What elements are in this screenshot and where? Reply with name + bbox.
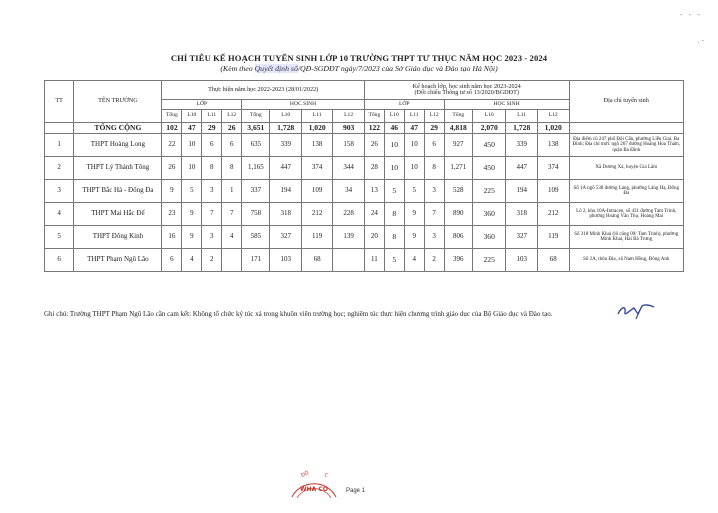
value-cell: 447 [270, 157, 301, 180]
col-header: L12 [537, 110, 569, 123]
value-cell: 318 [506, 203, 537, 226]
total-cell: 122 [364, 123, 384, 134]
value-cell: 10 [404, 157, 424, 180]
subtitle-date: /7/2023 của Sở Giáo dục và Đào tạo Hà Nội) [355, 64, 498, 73]
svg-text:ĐÔ: ĐÔ [300, 470, 310, 479]
school-name: THPT Hoàng Long [74, 134, 162, 157]
value-cell: 24 [364, 203, 384, 226]
value-cell: 374 [301, 157, 332, 180]
col-header: L10 [472, 110, 506, 123]
header-hs-plan: HỌC SINH [444, 100, 569, 110]
value-cell: 22 [162, 134, 182, 157]
value-cell: 447 [506, 157, 537, 180]
header-lop-plan: LỚP [364, 100, 444, 110]
value-cell: 8 [202, 157, 222, 180]
document-subtitle [0, 64, 718, 73]
value-cell: 9 [404, 203, 424, 226]
value-cell: 8 [384, 203, 404, 226]
total-cell: 3,651 [242, 123, 270, 134]
subtitle-decision: Quyết định số [254, 64, 298, 73]
col-header: L11 [202, 110, 222, 123]
document-title: CHỈ TIÊU KẾ HOẠCH TUYỂN SINH LỚP 10 TRƯỜNG THPT TƯ THỤC NĂM HỌC 2023 - 2024 [170, 53, 548, 63]
total-cell: 29 [424, 123, 444, 134]
header-plan [364, 81, 569, 100]
value-cell: 3 [202, 180, 222, 203]
value-cell: 139 [333, 226, 365, 249]
value-cell: 6 [162, 249, 182, 272]
value-cell: 5 [404, 180, 424, 203]
value-cell: 8 [424, 157, 444, 180]
col-header: L12 [333, 110, 365, 123]
row-number: 4 [45, 203, 74, 226]
value-cell: 13 [364, 180, 384, 203]
total-cell: 903 [333, 123, 365, 134]
value-cell: 360 [472, 203, 506, 226]
col-header: L12 [424, 110, 444, 123]
row-number: 3 [45, 180, 74, 203]
school-name: THPT Lý Thánh Tông [74, 157, 162, 180]
value-cell: 528 [444, 180, 472, 203]
value-cell: 34 [333, 180, 365, 203]
col-header: Tổng [242, 110, 270, 123]
value-cell: 20 [364, 226, 384, 249]
signature-mark [616, 302, 656, 320]
header-address: Địa chỉ tuyển sinh [569, 81, 683, 123]
total-cell: 26 [222, 123, 242, 134]
header-hs-actual: HỌC SINH [242, 100, 365, 110]
value-cell: 9 [182, 226, 202, 249]
value-cell: 327 [270, 226, 301, 249]
value-cell: 11 [364, 249, 384, 272]
value-cell: 109 [537, 180, 569, 203]
value-cell: 28 [364, 157, 384, 180]
table-row [45, 203, 684, 226]
address-cell: Xã Dương Xá, huyện Gia Lâm [569, 157, 683, 180]
value-cell: 7 [424, 203, 444, 226]
row-number: 5 [45, 226, 74, 249]
total-cell: 47 [404, 123, 424, 134]
value-cell: 10 [384, 134, 404, 157]
total-cell: 4,818 [444, 123, 472, 134]
total-row [45, 123, 684, 134]
value-cell: 396 [444, 249, 472, 272]
value-cell: 1,271 [444, 157, 472, 180]
header-actual: Thực hiện năm học 2022-2023 (28/01/2022) [162, 81, 364, 100]
value-cell: 635 [242, 134, 270, 157]
value-cell: 360 [472, 226, 506, 249]
value-cell: 758 [242, 203, 270, 226]
value-cell: 7 [222, 203, 242, 226]
value-cell: 10 [182, 134, 202, 157]
value-cell: 7 [202, 203, 222, 226]
address-cell: Số 2A, thôn Đìa, xã Nam Hồng, Đông Anh [569, 249, 683, 272]
value-cell: 103 [506, 249, 537, 272]
official-stamp [288, 467, 340, 501]
value-cell: 3 [202, 226, 222, 249]
value-cell: 10 [384, 157, 404, 180]
col-header: L11 [506, 110, 537, 123]
page-label: Page 1 [346, 488, 366, 494]
total-tt-cell [45, 123, 74, 134]
value-cell: 8 [222, 157, 242, 180]
svg-text:C: C [323, 472, 329, 480]
total-address-cell [569, 123, 683, 134]
value-cell: 9 [162, 180, 182, 203]
table-row [45, 226, 684, 249]
total-cell: 46 [384, 123, 404, 134]
value-cell: 194 [506, 180, 537, 203]
value-cell: 138 [537, 134, 569, 157]
value-cell: 158 [333, 134, 365, 157]
school-name: THPT Đông Kinh [74, 226, 162, 249]
total-cell: 1,728 [506, 123, 537, 134]
total-label: TỔNG CỘNG [74, 123, 162, 134]
table-body [45, 123, 684, 272]
subtitle-separator: / [297, 64, 301, 73]
total-cell: 1,728 [270, 123, 301, 134]
col-header: L10 [270, 110, 301, 123]
col-header: Tổng [162, 110, 182, 123]
header-tt: TT [45, 81, 74, 123]
value-cell: 194 [270, 180, 301, 203]
corner-marks: - - - [680, 10, 702, 19]
address-cell: Địa điểm cũ 247 phố Đội Cấn, phường Liễu Giai, Ba Đình; Địa chỉ mới: ngõ 267 đường Hoàng Hoa Thám, quận Ba Đình [569, 134, 683, 157]
value-cell: 337 [242, 180, 270, 203]
value-cell: 1,165 [242, 157, 270, 180]
value-cell: 212 [301, 203, 332, 226]
value-cell: 3 [424, 226, 444, 249]
value-cell [222, 249, 242, 272]
col-header: L10 [384, 110, 404, 123]
side-marks: . - [697, 36, 704, 45]
value-cell: 3 [424, 180, 444, 203]
value-cell: 4 [222, 226, 242, 249]
value-cell: 228 [333, 203, 365, 226]
school-name: THPT Phạm Ngũ Lão [74, 249, 162, 272]
value-cell: 2 [202, 249, 222, 272]
value-cell: 4 [404, 249, 424, 272]
value-cell: 374 [537, 157, 569, 180]
table-row [45, 249, 684, 272]
value-cell: 318 [270, 203, 301, 226]
table-row [45, 157, 684, 180]
value-cell: 16 [162, 226, 182, 249]
table-row [45, 180, 684, 203]
value-cell: 26 [364, 134, 384, 157]
value-cell: 9 [182, 203, 202, 226]
value-cell: 119 [301, 226, 332, 249]
footnote: Ghi chú: Trường THPT Phạm Ngũ Lão cần cam kết: Không tổ chức ký túc xá trong khuôn viên trường học; nghiêm túc thực hiện chương trình giáo dục của Bộ Giáo dục và Đào tạo. [44, 310, 553, 318]
value-cell: 23 [162, 203, 182, 226]
value-cell: 2 [424, 249, 444, 272]
stamp-text: WHA CO [300, 486, 328, 493]
value-cell: 806 [444, 226, 472, 249]
value-cell: 6 [222, 134, 242, 157]
total-cell: 2,070 [472, 123, 506, 134]
value-cell: 225 [472, 249, 506, 272]
total-cell: 1,020 [537, 123, 569, 134]
table-row [45, 134, 684, 157]
value-cell: 327 [506, 226, 537, 249]
value-cell: 450 [472, 134, 506, 157]
value-cell: 171 [242, 249, 270, 272]
header-plan-title: Kế hoạch lớp, học sinh năm học 2023-2024 [412, 82, 521, 90]
value-cell: 68 [537, 249, 569, 272]
subtitle-code: QĐ-SGDĐT ngày [300, 64, 356, 73]
address-cell: Số 1A ngõ 538 đường Láng, phường Láng Hạ, Đống Đa [569, 180, 683, 203]
header-school: TÊN TRƯỜNG [74, 81, 162, 123]
value-cell: 5 [384, 180, 404, 203]
col-header: Tổng [444, 110, 472, 123]
col-header: L10 [182, 110, 202, 123]
value-cell: 10 [182, 157, 202, 180]
row-number: 2 [45, 157, 74, 180]
value-cell: 68 [301, 249, 332, 272]
total-cell: 1,020 [301, 123, 332, 134]
value-cell: 927 [444, 134, 472, 157]
address-cell: Số 318 Minh Khai (lô cũng 09/ Tam Trinh), phường Minh Khai, Hai Bà Trưng [569, 226, 683, 249]
value-cell: 119 [537, 226, 569, 249]
value-cell: 5 [384, 249, 404, 272]
value-cell [333, 249, 365, 272]
value-cell: 10 [404, 134, 424, 157]
value-cell: 450 [472, 157, 506, 180]
value-cell: 344 [333, 157, 365, 180]
value-cell: 26 [162, 157, 182, 180]
value-cell: 8 [384, 226, 404, 249]
value-cell: 212 [537, 203, 569, 226]
col-header: L11 [301, 110, 332, 123]
value-cell: 109 [301, 180, 332, 203]
value-cell: 890 [444, 203, 472, 226]
total-cell: 29 [202, 123, 222, 134]
header-plan-note: (Đối chiếu Thông tư số 13/2020/BGDĐT) [414, 89, 519, 96]
enrollment-table [44, 80, 684, 272]
col-header: Tổng [364, 110, 384, 123]
row-number: 1 [45, 134, 74, 157]
value-cell: 225 [472, 180, 506, 203]
value-cell: 1 [222, 180, 242, 203]
value-cell: 339 [270, 134, 301, 157]
value-cell: 6 [202, 134, 222, 157]
value-cell: 6 [424, 134, 444, 157]
total-cell: 47 [182, 123, 202, 134]
header-lop-actual: LỚP [162, 100, 242, 110]
address-cell: Lô 2, khu 10A-Intracen, số 431 đường Tam Trinh, phường Hoàng Văn Thụ, Hoàng Mai [569, 203, 683, 226]
value-cell: 138 [301, 134, 332, 157]
total-cell: 102 [162, 123, 182, 134]
school-name: THPT Mai Hắc Đế [74, 203, 162, 226]
col-header: L12 [222, 110, 242, 123]
value-cell: 339 [506, 134, 537, 157]
row-number: 6 [45, 249, 74, 272]
school-name: THPT Bắc Hà - Đống Đa [74, 180, 162, 203]
value-cell: 5 [182, 180, 202, 203]
value-cell: 9 [404, 226, 424, 249]
subtitle-prefix: (Kèm theo [220, 64, 255, 73]
col-header: L11 [404, 110, 424, 123]
value-cell: 103 [270, 249, 301, 272]
value-cell: 4 [182, 249, 202, 272]
value-cell: 585 [242, 226, 270, 249]
